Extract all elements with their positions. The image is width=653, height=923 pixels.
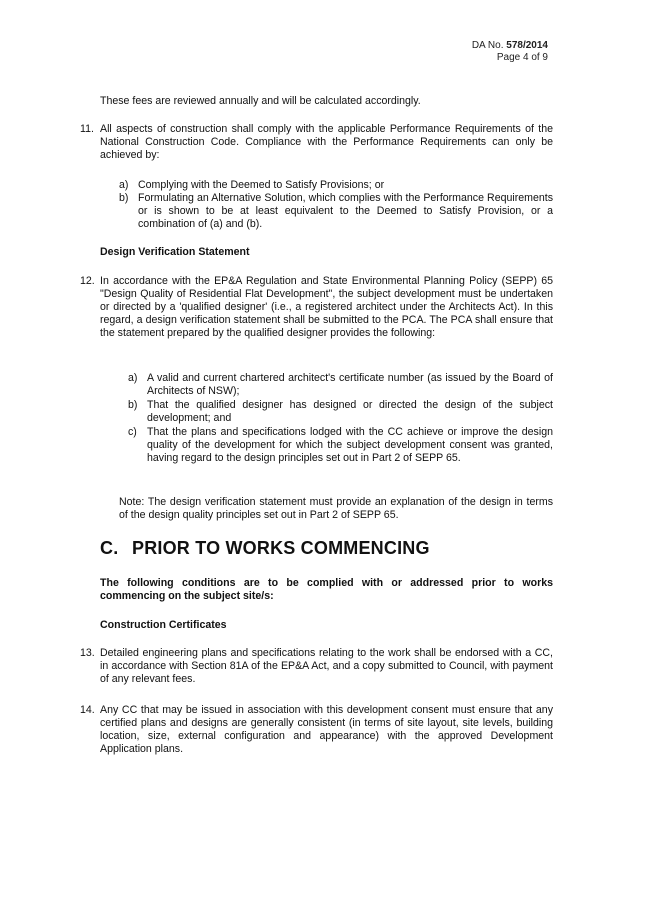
da-number-line (472, 40, 548, 52)
heading-design-verification: Design Verification Statement (100, 246, 250, 258)
section-c-lead: The following conditions are to be complied with or addressed prior to works commencing on the subject site/s: (100, 577, 553, 602)
condition-12-item-c-label: c) (128, 426, 137, 438)
page-number: Page 4 of 9 (496, 52, 548, 63)
condition-12-item-c-text: That the plans and specifications lodged with the CC achieve or improve the design quality of the development for which the subject development consent was granted, having regard to the design principles set out in Part 2 of SEPP 65. (147, 426, 553, 464)
condition-12-item-b-label: b) (128, 399, 138, 411)
section-c-letter: C. (100, 538, 119, 558)
section-c-heading (100, 537, 553, 559)
condition-12-item-a-text: A valid and current chartered architect's certificate number (as issued by the Board of Architects of NSW); (147, 372, 553, 397)
heading-construction-certificates: Construction Certificates (100, 619, 227, 631)
section-c-title: PRIOR TO WORKS COMMENCING (132, 538, 430, 558)
condition-12-text: In accordance with the EP&A Regulation and State Environmental Planning Policy (SEPP) 65 "Design Quality of Residential Flat Development", the subject development must be undertaken or directed by a 'qualified designer' (i.e., a registered architect under the Architects Act). In this regard, a design verification statement shall be submitted to the PCA. The PCA shall ensure that the statement prepared by the qualified designer provides the following: (100, 275, 553, 339)
da-number: 578/2014 (506, 40, 548, 51)
condition-12-item-a-label: a) (128, 372, 138, 384)
condition-11-item-a-text: Complying with the Deemed to Satisfy Provisions; or (138, 179, 385, 191)
condition-11-item-b-text: Formulating an Alternative Solution, which complies with the Performance Requirements or is shown to be at least equivalent to the Deemed to Satisfy Provision, or a combination of (a) and (b). (138, 192, 553, 230)
condition-13-number: 13. (80, 647, 95, 659)
da-prefix: DA No. (471, 40, 507, 51)
condition-11-item-a-label: a) (119, 179, 129, 191)
condition-14-text: Any CC that may be issued in association with this development consent must ensure that any certified plans and designs are generally consistent (in terms of site layout, site levels, building location, size, external configuration and appearance) with the approved Development Application plans. (100, 704, 553, 755)
condition-12-item-b-text: That the qualified designer has designed or directed the design of the subject development; and (147, 399, 553, 424)
condition-12-note: Note: The design verification statement must provide an explanation of the design in terms of the design quality principles set out in Part 2 of SEPP 65. (119, 496, 553, 521)
condition-12-number: 12. (80, 275, 95, 287)
condition-11-item-b-label: b) (119, 192, 129, 204)
intro-line: These fees are reviewed annually and will be calculated accordingly. (100, 95, 421, 107)
condition-11-number: 11. (80, 123, 94, 135)
condition-14-number: 14. (80, 704, 95, 716)
condition-11-text: All aspects of construction shall comply with the applicable Performance Requirements of the National Construction Code. Compliance with the Performance Requirements can only be achieved by: (100, 123, 553, 161)
page-header (472, 40, 548, 64)
condition-13-text: Detailed engineering plans and specifications relating to the work shall be endorsed with a CC, in accordance with Section 81A of the EP&A Act, and a copy submitted to Council, with payment of any relevant fees. (100, 647, 553, 685)
